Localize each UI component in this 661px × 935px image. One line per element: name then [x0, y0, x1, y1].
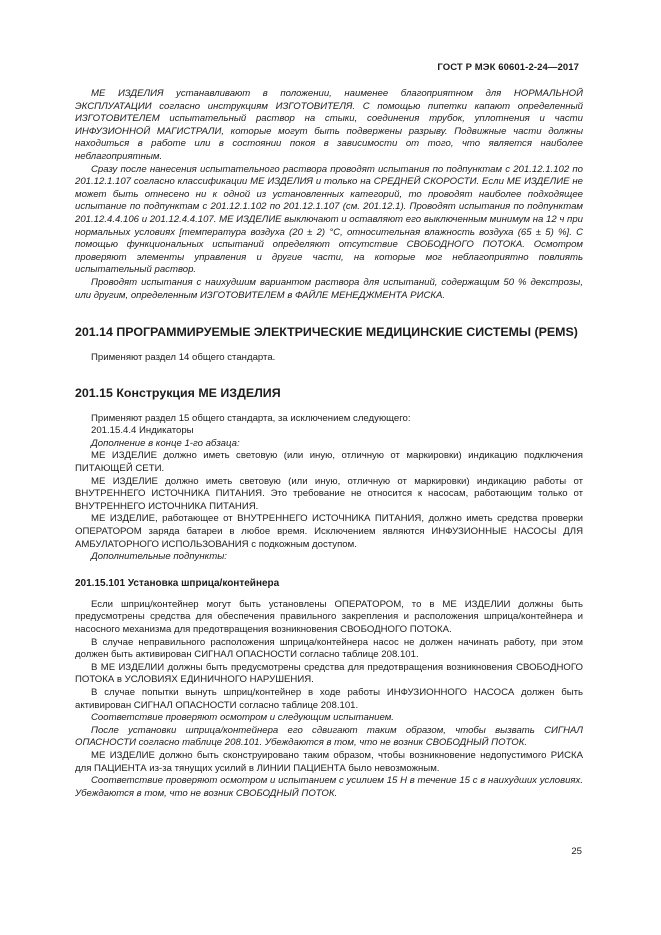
indicator-paragraph: МЕ ИЗДЕЛИЕ должно иметь световую (или иную, отличную от маркировки) индикацию работы от ВНУТРЕННЕГО ИСТОЧНИКА ПИТАНИЯ. Это требование не относится к насосам, работающим только от ВНУТРЕННЕГО ИСТОЧНИКА ПИТАНИЯ. — [75, 475, 583, 512]
section-heading-201-14: 201.14 ПРОГРАММИРУЕМЫЕ ЭЛЕКТРИЧЕСКИЕ МЕДИЦИНСКИЕ СИСТЕМЫ (PEMS) — [75, 325, 578, 340]
subsection-201-15-101-paragraph: В случае попытки вынуть шприц/контейнер в ходе работы ИНФУЗИОННОГО НАСОСА должен быть активирован СИГНАЛ ОПАСНОСТИ согласно таблице 208.101. — [75, 686, 583, 711]
subsection-201-15-101-paragraph: Соответствие проверяют осмотром и следующим испытанием. — [91, 712, 394, 724]
section-heading-201-15: 201.15 Конструкция МЕ ИЗДЕЛИЯ — [75, 386, 281, 401]
test-procedure-paragraph: Сразу после нанесения испытательного раствора проводят испытания по подпунктам с 201.12.1.102 по 201.12.1.107 согласно классификации МЕ ИЗДЕЛИЯ и только на СРЕДНЕЙ СКОРОСТИ. Если МЕ ИЗДЕЛИЕ не может быть отнесено ни к одной из установленных категорий, то проводят наиболее подходящее испытание по подпунктам с 201.12.1.102 по 201.12.1.107 (см. 201.12.1). Проводят испытания по подпунктам 201.12.4.4.106 и 201.12.4.4.107. МЕ ИЗДЕЛИЕ выключают и оставляют его выключенным минимум на 12 ч при нормальных условиях [температура воздуха (20 ± 2) °С, относительная влажность воздуха (65 ± 5) %]. С помощью функциональных испытаний определяют отсутствие СВОБОДНОГО ПОТОКА. Осмотром проверяют элементы управления и другие части, на которые мог неблагоприятно повлиять испытательный раствор. — [75, 163, 583, 276]
subsection-201-15-101-paragraph: После установки шприца/контейнера его сдвигают таким образом, чтобы вызвать СИГНАЛ ОПАСНОСТИ согласно таблице 208.101. Убеждаются в том, что не возник СВОБОДНЫЙ ПОТОК. — [75, 724, 583, 749]
subsection-201-15-101-paragraph: В МЕ ИЗДЕЛИИ должны быть предусмотрены средства для предотвращения возникновения СВОБОДНОГО ПОТОКА в УСЛОВИЯХ ЕДИНИЧНОГО НАРУШЕНИЯ. — [75, 661, 583, 686]
test-procedure-paragraph: Проводят испытания с наихудшим вариантом раствора для испытаний, содержащим 50 % декстрозы, или другим, определенным ИЗГОТОВИТЕЛЕМ в ФАЙЛЕ МЕНЕДЖМЕНТА РИСКА. — [75, 276, 583, 301]
subsection-201-15-101-paragraph: В случае неправильного расположения шприца/контейнера насос не должен начинать работу, при этом должен быть активирован СИГНАЛ ОПАСНОСТИ согласно таблице 208.101. — [75, 636, 583, 661]
page-number: 25 — [571, 846, 582, 857]
subsection-201-15-101-paragraph: МЕ ИЗДЕЛИЕ должно быть сконструировано таким образом, чтобы возникновение недопустимого РИСКА для ПАЦИЕНТА из-за тянущих усилий в ЛИНИИ ПАЦИЕНТА было невозможным. — [75, 749, 583, 774]
section-201-15-intro: Применяют раздел 15 общего стандарта, за исключением следующего: — [91, 412, 411, 424]
additional-subclauses-note: Дополнительные подпункты: — [91, 551, 227, 563]
test-procedure-paragraph: МЕ ИЗДЕЛИЯ устанавливают в положении, наименее благоприятном для НОРМАЛЬНОЙ ЭКСПЛУАТАЦИИ согласно инструкциям ИЗГОТОВИТЕЛЯ. С помощью пипетки капают определенный ИЗГОТОВИТЕЛЕМ испытательный раствор на стыки, соединения трубок, уплотнения и части ИНФУЗИОННОЙ МАГИСТРАЛИ, которые могут быть подвержены разрыву. Подвижные части должны находиться в работе или в состоянии покоя в зависимости от того, что является наиболее неблагоприятным. — [75, 88, 583, 162]
subsection-201-15-101-body — [75, 599, 583, 801]
indicator-paragraph: МЕ ИЗДЕЛИЕ должно иметь световую (или иную, отличную от маркировки) индикацию подключения ПИТАЮЩЕЙ СЕТИ. — [75, 450, 583, 475]
indicator-paragraph: МЕ ИЗДЕЛИЕ, работающее от ВНУТРЕННЕГО ИСТОЧНИКА ПИТАНИЯ, должно иметь средства проверки ОПЕРАТОРОМ заряда батареи в любое время. Исключением являются ИНФУЗИОННЫЕ НАСОСЫ ДЛЯ АМБУЛАТОРНОГО ИСПОЛЬЗОВАНИЯ с подкожным доступом. — [75, 513, 583, 550]
subsection-201-15-4-4-title: 201.15.4.4 Индикаторы — [91, 425, 194, 437]
addition-note: Дополнение в конце 1-го абзаца: — [91, 437, 240, 449]
subsection-201-15-101-paragraph: Соответствие проверяют осмотром и испытанием с усилием 15 Н в течение 15 с в наихудших условиях. Убеждаются в том, что не возник СВОБОДНЫЙ ПОТОК. — [75, 775, 583, 799]
subsection-heading-201-15-101: 201.15.101 Установка шприца/контейнера — [75, 577, 280, 589]
document-header: ГОСТ Р МЭК 60601-2-24—2017 — [437, 62, 579, 73]
subsection-201-15-101-paragraph: Если шприц/контейнер могут быть установлены ОПЕРАТОРОМ, то в МЕ ИЗДЕЛИИ должны быть предусмотрены средства для обеспечения правильного закрепления и расположения шприца/контейнера и насосного механизма для предотвращения возникновения СВОБОДНОГО ПОТОКА. — [75, 598, 583, 635]
section-201-14-text: Применяют раздел 14 общего стандарта. — [91, 351, 276, 363]
document-body — [75, 88, 583, 800]
